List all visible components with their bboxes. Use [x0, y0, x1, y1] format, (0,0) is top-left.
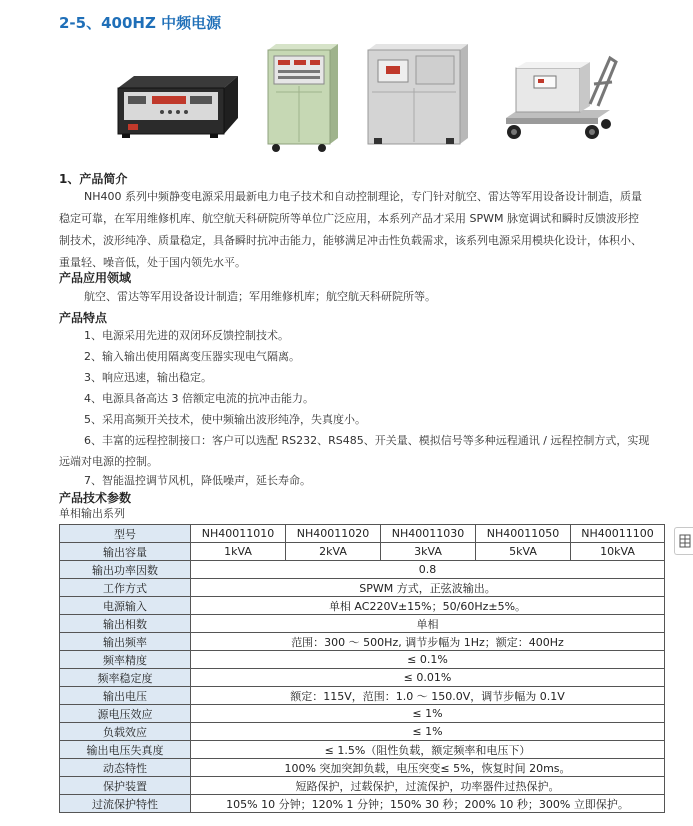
intro-heading: 1、产品简介 [59, 172, 128, 186]
spec-value: SPWM 方式，正弦波输出。 [191, 579, 665, 597]
table-row [60, 687, 665, 705]
table-row [60, 723, 665, 741]
table-row [60, 543, 665, 561]
feature-item: 4、电源具备高达 3 倍额定电流的抗冲击能力。 [84, 392, 314, 405]
table-row [60, 633, 665, 651]
table-row [60, 777, 665, 795]
table-row [60, 615, 665, 633]
table-row [60, 759, 665, 777]
feature-item: 远端对电源的控制。 [59, 455, 158, 468]
spec-value: 单相 AC220V±15%；50/60Hz±5%。 [191, 597, 665, 615]
benchtop-power-supply-icon [112, 74, 240, 144]
table-row [60, 561, 665, 579]
model-label: 型号 [60, 525, 191, 543]
intro-line: 重量轻、噪音低，处于国内领先水平。 [59, 256, 246, 269]
application-text: 航空、雷达等军用设备设计制造；军用维修机库；航空航天科研院所等。 [84, 290, 436, 303]
cabinet-power-supply-gray-icon [364, 42, 472, 150]
model-cell: NH40011100 [571, 525, 665, 543]
spec-value: 短路保护，过载保护，过流保护，功率器件过热保护。 [191, 777, 665, 795]
product-photo-strip [0, 38, 693, 156]
spec-value: ≤ 0.1% [191, 651, 665, 669]
capacity-cell: 3kVA [381, 543, 476, 561]
intro-line: 制技术，波形纯净、质量稳定，具备瞬时抗冲击能力，能够满足冲击性负载需求，该系列电源采用模块化设计，体积小、 [59, 234, 642, 247]
model-cell: NH40011030 [381, 525, 476, 543]
spec-value: 范围：300 ～ 500Hz, 调节步幅为 1Hz；额定：400Hz [191, 633, 665, 651]
spec-value: 额定：115V，范围：1.0 ～ 150.0V，调节步幅为 0.1V [191, 687, 665, 705]
feature-item: 6、丰富的远程控制接口：客户可以选配 RS232、RS485、开关量、模拟信号等多种远程通讯 / 远程控制方式，实现 [84, 434, 650, 447]
intro-line: NH400 系列中频静变电源采用最新电力电子技术和自动控制理论，专门针对航空、雷达等军用设备设计制造，质量 [84, 190, 642, 203]
spec-value: 105% 10 分钟；120% 1 分钟；150% 30 秒；200% 10 秒；300% 立即保护。 [191, 795, 665, 813]
spec-label: 动态特性 [60, 759, 191, 777]
features-heading: 产品特点 [59, 311, 108, 325]
intro-line: 稳定可靠，在军用维修机库、航空航天科研院所等单位广泛应用，本系列产品才采用 SPWM 脉宽调试和瞬时反馈波形控 [59, 212, 639, 225]
spec-label: 输出相数 [60, 615, 191, 633]
spec-value: ≤ 0.01% [191, 669, 665, 687]
feature-item: 3、响应迅速，输出稳定。 [84, 371, 212, 384]
feature-item: 7、智能温控调节风机，降低噪声，延长寿命。 [84, 474, 311, 487]
spec-value: ≤ 1% [191, 705, 665, 723]
table-row [60, 795, 665, 813]
spec-table [59, 524, 665, 813]
table-row [60, 579, 665, 597]
spec-value: ≤ 1.5%（阻性负载，额定频率和电压下） [191, 741, 665, 759]
spec-label: 电源输入 [60, 597, 191, 615]
spec-label: 输出电压失真度 [60, 741, 191, 759]
model-cell: NH40011020 [286, 525, 381, 543]
application-heading: 产品应用领域 [59, 271, 132, 285]
table-grid-icon [675, 528, 693, 554]
table-row [60, 651, 665, 669]
specs-subheading: 单相输出系列 [59, 507, 125, 520]
model-cell: NH40011010 [191, 525, 286, 543]
spec-label: 输出频率 [60, 633, 191, 651]
table-row [60, 705, 665, 723]
spec-label: 源电压效应 [60, 705, 191, 723]
capacity-cell: 2kVA [286, 543, 381, 561]
feature-item: 5、采用高频开关技术，使中频输出波形纯净，失真度小。 [84, 413, 366, 426]
cabinet-power-supply-green-icon [262, 42, 340, 154]
spec-label: 过流保护特性 [60, 795, 191, 813]
feature-item: 2、输入输出使用隔离变压器实现电气隔离。 [84, 350, 300, 363]
spec-label: 输出电压 [60, 687, 191, 705]
capacity-cell: 1kVA [191, 543, 286, 561]
spec-value: 单相 [191, 615, 665, 633]
side-tool-button[interactable] [674, 527, 693, 555]
table-row [60, 741, 665, 759]
model-cell: NH40011050 [476, 525, 571, 543]
capacity-label: 输出容量 [60, 543, 191, 561]
feature-item: 1、电源采用先进的双闭环反馈控制技术。 [84, 329, 289, 342]
capacity-cell: 5kVA [476, 543, 571, 561]
spec-label: 负载效应 [60, 723, 191, 741]
spec-label: 频率稳定度 [60, 669, 191, 687]
spec-label: 保护装置 [60, 777, 191, 795]
spec-label: 工作方式 [60, 579, 191, 597]
spec-value: 0.8 [191, 561, 665, 579]
capacity-cell: 10kVA [571, 543, 665, 561]
table-row [60, 669, 665, 687]
spec-label: 输出功率因数 [60, 561, 191, 579]
table-row [60, 525, 665, 543]
cart-power-supply-icon [498, 54, 618, 144]
spec-value: ≤ 1% [191, 723, 665, 741]
spec-label: 频率精度 [60, 651, 191, 669]
spec-value: 100% 突加突卸负载，电压突变≤ 5%，恢复时间 20ms。 [191, 759, 665, 777]
page-title: 2-5、400HZ 中频电源 [59, 14, 222, 32]
table-row [60, 597, 665, 615]
specs-heading: 产品技术参数 [59, 491, 132, 505]
